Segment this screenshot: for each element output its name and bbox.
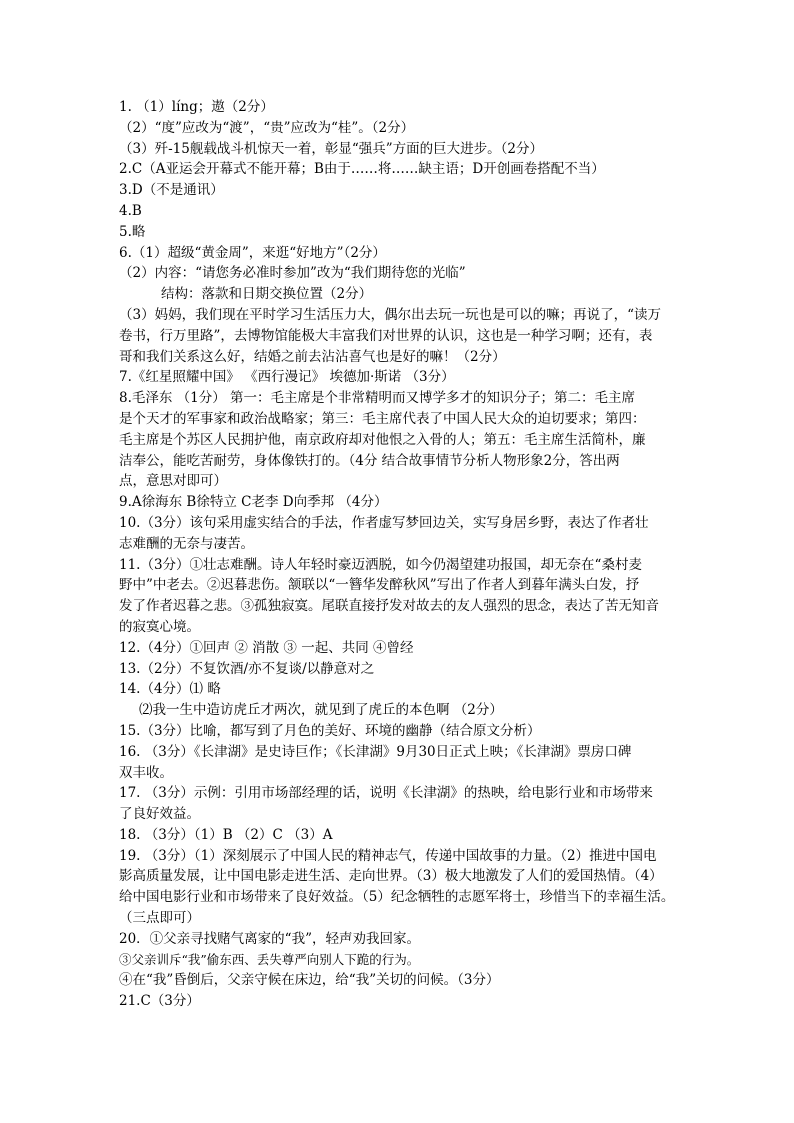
answer-line: 点，意思对即可） bbox=[119, 473, 227, 490]
answer-line: 2.C（A亚运会开幕式不能开幕；B由于……将……缺主语；D开创画卷搭配不当） bbox=[119, 161, 605, 178]
answer-line: 10.（3分）该句采用虚实结合的手法，作者虚写梦回边关，实写身居乡野，表达了作者壮 bbox=[119, 514, 649, 531]
answer-line: 20．①父亲寻找赌气离家的“我”，轻声劝我回家。 bbox=[119, 930, 420, 947]
answer-line: 洁奉公，能吃苦耐劳，身体像铁打的。（4分 结合故事情节分析人物形象2分，答出两 bbox=[119, 452, 620, 469]
answer-line: 哥和我们关系这么好，结婚之前去沾沾喜气也是好的嘛！（2分） bbox=[119, 348, 506, 365]
answer-content bbox=[119, 97, 679, 1012]
answer-line: （三点即可） bbox=[119, 910, 200, 927]
answer-line: 19. （3分）（1）深刻展示了中国人民的精神志气，传递中国故事的力量。（2）推进中国电 bbox=[119, 847, 657, 864]
answer-line: （3）歼-15舰载战斗机惊天一着，彰显“强兵”方面的巨大进步。（2分） bbox=[119, 140, 543, 157]
answer-line: 15.（3分）比喻，都写到了月色的美好、环境的幽静（结合原文分析） bbox=[119, 722, 541, 739]
answer-line: 14.（4分）⑴ 略 bbox=[119, 681, 221, 698]
answer-line: ⑵我一生中造访虎丘才两次，就见到了虎丘的本色啊 （2分） bbox=[139, 702, 503, 719]
answer-line: 7.《红星照耀中国》 《西行漫记》 埃德加·斯诺 （3分） bbox=[119, 369, 455, 386]
answer-line: 11.（3分）①壮志难酬。诗人年轻时豪迈洒脱，如今仍渴望建功报国，却无奈在“桑村麦 bbox=[119, 556, 642, 573]
answer-line: 5.略 bbox=[119, 223, 146, 240]
answer-line: 给中国电影行业和市场带来了良好效益。（5）纪念牺牲的志愿军将士，珍惜当下的幸福生活。 bbox=[119, 889, 675, 906]
answer-line: 野中”中老去。②迟暮悲伤。颔联以“一簪华发醉秋风”写出了作者人到暮年满头白发，抒 bbox=[119, 577, 640, 594]
answer-line: 3.D（不是通讯） bbox=[119, 182, 224, 199]
answer-line: 8.毛泽东 （1分） 第一：毛主席是个非常精明而又博学多才的知识分子；第二：毛主席 bbox=[119, 390, 636, 407]
answer-line: 志难酬的无奈与凄苦。 bbox=[119, 535, 254, 552]
answer-line: 结构：落款和日期交换位置（2分） bbox=[161, 286, 373, 303]
answer-line: ④在“我”昏倒后，父亲守候在床边，给“我”关切的问候。（3分） bbox=[119, 972, 500, 989]
answer-line: 6.（1）超级“黄金周”，来逛“好地方”（2分） bbox=[119, 244, 386, 261]
answer-line: 1. （1）líng；遨（2分） bbox=[119, 99, 274, 115]
answer-line: ③父亲训斥“我”偷东西、丢失尊严向别人下跪的行为。 bbox=[119, 951, 420, 967]
answer-line: 13.（2分）不复饮酒/亦不复谈/以静意对之 bbox=[119, 660, 375, 677]
answer-line: 卷书，行万里路”，去博物馆能极大丰富我们对世界的认识，这也是一种学习啊；还有，表 bbox=[119, 327, 653, 344]
answer-line: （2）内容：“请您务必准时参加”改为“我们期待您的光临” bbox=[119, 265, 466, 282]
answer-line: （2）“度”应改为“渡”，“贵”应改为“桂”。（2分） bbox=[119, 119, 415, 136]
answer-line: 的寂寞心境。 bbox=[119, 618, 200, 635]
answer-line: 21.C（3分） bbox=[119, 993, 200, 1010]
answer-line: 双丰收。 bbox=[119, 764, 173, 781]
answer-line: 9.A徐海东 B徐特立 C老李 D向季邦 （4分） bbox=[119, 494, 388, 511]
answer-line: （3）妈妈，我们现在平时学习生活压力大，偶尔出去玩一玩也是可以的嘛；再说了，“读万 bbox=[119, 306, 661, 323]
answer-line: 4.B bbox=[119, 202, 142, 219]
answer-line: 影高质量发展，让中国电影走进生活、走向世界。（3）极大地激发了人们的爱国热情。（4） bbox=[119, 868, 663, 885]
answer-line: 发了作者迟暮之悲。③孤独寂寞。尾联直接抒发对故去的友人强烈的思念，表达了苦无知音 bbox=[119, 598, 659, 615]
answer-line: 12.（4分）①回声 ② 消散 ③ 一起、共同 ④曾经 bbox=[119, 639, 414, 656]
answer-line: 18. （3分）（1）B （2）C （3）A bbox=[119, 826, 333, 843]
answer-line: 17. （3分）示例：引用市场部经理的话，说明《长津湖》的热映，给电影行业和市场带来 bbox=[119, 785, 653, 802]
answer-line: 16. （3分）《长津湖》是史诗巨作；《长津湖》9月30日正式上映；《长津湖》票房口碑 bbox=[119, 743, 632, 760]
answer-line: 是个天才的军事家和政治战略家；第三：毛主席代表了中国人民大众的迫切要求；第四： bbox=[119, 410, 646, 427]
answer-line: 了良好效益。 bbox=[119, 806, 200, 823]
answer-line: 毛主席是个苏区人民拥护他，南京政府却对他恨之入骨的人；第五：毛主席生活简朴，廉 bbox=[119, 431, 646, 448]
